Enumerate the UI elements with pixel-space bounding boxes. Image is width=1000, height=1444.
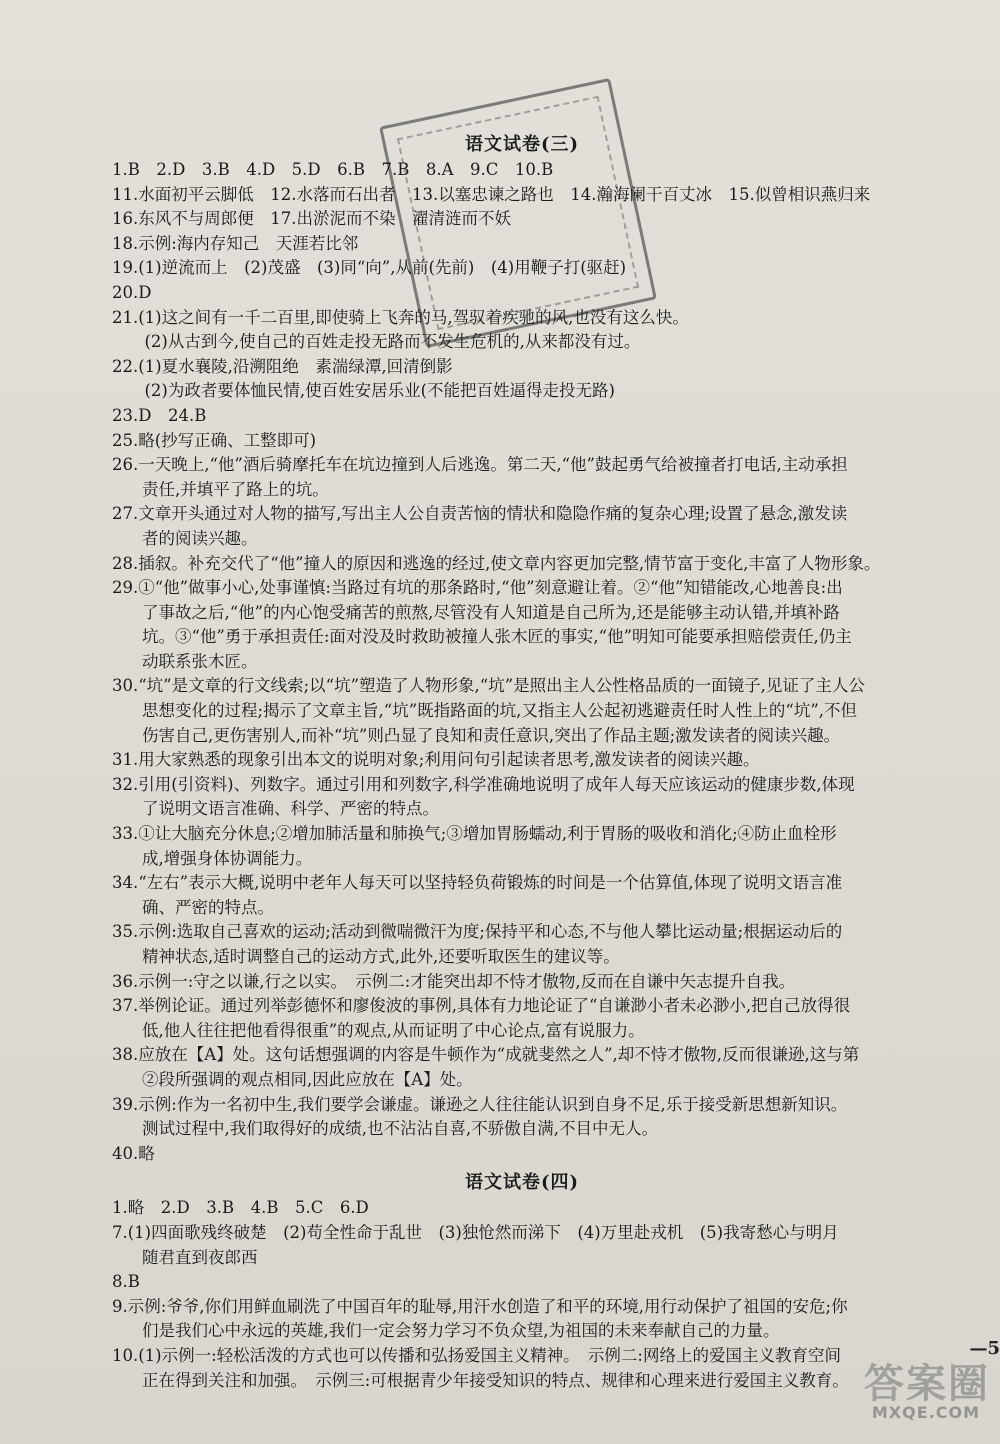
answer-line: 伤害自己,更伤害别人,而补“坑”则凸显了良知和责任意识,突出了作品主题;激发读者的阅读兴趣。 [142, 725, 841, 745]
answer-line: ②段所强调的观点相同,因此应放在【A】处。 [142, 1069, 473, 1089]
answer-line: 精神状态,适时调整自己的运动方式,此外,还要听取医生的建议等。 [142, 947, 620, 966]
answer-line: 28.插叙。补充交代了“他”撞人的原因和逃逸的经过,使文章内容更加完整,情节富于变化,丰富了人物形象。 [112, 553, 881, 573]
answer-line: 确、严密的特点。 [142, 897, 274, 917]
answer-line: (2)为政者要体恤民情,使百姓安居乐业(不能把百姓逼得走投无路) [128, 381, 615, 401]
answer-line: 动联系张木匠。 [142, 651, 258, 671]
answer-line: 们是我们心中永远的英雄,我们一定会努力学习不负众望,为祖国的未来奉献自己的力量。 [142, 1321, 780, 1341]
answer-line: 1.略 2.D 3.B 4.B 5.C 6.D [112, 1198, 369, 1218]
answer-line: 16.东风不与周郎便 17.出淤泥而不染 濯清涟而不妖 [112, 209, 511, 229]
answer-line: (2)从古到今,使自己的百姓走投无路而不发生危机的,从来都没有过。 [128, 332, 641, 352]
answer-line: 低,他人往往把他看得很重”的观点,从而证明了中心论点,富有说服力。 [142, 1020, 645, 1040]
answer-line: 10.(1)示例一:轻松活泼的方式也可以传播和弘扬爱国主义精神。 示例二:网络上的爱国主义教育空间 [112, 1345, 841, 1365]
answer-line: 36.示例一:守之以谦,行之以实。 示例二:才能突出却不恃才傲物,反而在自谦中矢志提升自我。 [112, 971, 796, 991]
answer-line: 18.示例:海内存知己 天涯若比邻 [112, 233, 359, 253]
answer-line: 思想变化的过程;揭示了文章主旨,“坑”既指路面的坑,又指主人公起初逃避责任时人性上的“坑”,不但 [142, 701, 858, 721]
answer-line: 25.略(抄写正确、工整即可) [112, 430, 317, 450]
answer-line: 11.水面初平云脚低 12.水落而石出者 13.以塞忠谏之路也 14.瀚海阑干百丈冰 15.似曾相识燕归来 [112, 184, 871, 204]
answer-content [112, 132, 932, 1393]
answer-line: 成,增强身体协调能力。 [142, 848, 313, 868]
answer-line: 37.举例论证。通过列举彭德怀和廖俊波的事例,具体有力地论证了“自谦渺小者未必渺小,把自己放得很 [112, 996, 851, 1016]
answer-line: 26.一天晚上,“他”酒后骑摩托车在坑边撞到人后逃逸。第二天,“他”鼓起勇气给被撞者打电话,主动承担 [112, 455, 848, 475]
answer-line: 责任,并填平了路上的坑。 [142, 479, 329, 499]
watermark-logo [830, 1352, 990, 1422]
answer-line: 20.D [112, 282, 152, 302]
answer-line: 随君直到夜郎西 [142, 1247, 258, 1267]
answer-line: 23.D 24.B [112, 405, 207, 425]
section-title-3: 语文试卷(三) [464, 134, 580, 155]
answer-line: 者的阅读兴趣。 [142, 528, 258, 548]
answer-line: 39.示例:作为一名初中生,我们要学会谦虚。谦逊之人往往能认识到自身不足,乐于接受新思想新知识。 [112, 1094, 848, 1114]
answer-line: 21.(1)这之间有一千二百里,即使骑上飞奔的马,驾驭着疾驰的风,也没有这么快。 [112, 307, 689, 327]
answer-line: 29.①“他”做事小心,处事谨慎:当路过有坑的那条路时,“他”刻意避让着。②“他”知错能改,心地善良:出 [112, 578, 843, 598]
answer-line: 1.B 2.D 3.B 4.D 5.D 6.B 7.B 8.A 9.C 10.B [112, 160, 554, 179]
answer-line: 22.(1)夏水襄陵,沿溯阻绝 素湍绿潭,回清倒影 [112, 356, 453, 376]
section-3-answers [112, 158, 932, 1166]
answer-line: 40.略 [112, 1143, 155, 1163]
answer-line: 7.(1)四面歌残终破楚 (2)苟全性命于乱世 (3)独怆然而涕下 (4)万里赴戎机 (5)我寄愁心与明月 [112, 1222, 839, 1242]
answer-line: 33.①让大脑充分休息;②增加肺活量和肺换气;③增加胃肠蠕动,利于胃肠的吸收和消化;④防止血栓形 [112, 824, 837, 844]
answer-line: 正在得到关注和加强。 示例三:可根据青少年接受知识的特点、规律和心理来进行爱国主义教育。 [142, 1370, 849, 1390]
answer-line: 坑。③“他”勇于承担责任:面对没及时救助被撞人张木匠的事实,“他”明知可能要承担赔偿责任,仍主 [142, 627, 852, 647]
page-number: —5 [969, 1338, 1000, 1359]
answer-line: 34.“左右”表示大概,说明中老年人每天可以坚持轻负荷锻炼的时间是一个估算值,体现了说明文语言准 [112, 873, 843, 893]
answer-line: 了事故之后,“他”的内心饱受痛苦的煎熬,尽管没有人知道是自己所为,还是能够主动认错,并填补路 [142, 602, 840, 622]
answer-line: 27.文章开头通过对人物的描写,写出主人公自责苦恼的情状和隐隐作痛的复杂心理;设置了悬念,激发读 [112, 504, 848, 524]
answer-line: 19.(1)逆流而上 (2)茂盛 (3)同“向”,从前(先前) (4)用鞭子打(驱赶) [112, 258, 627, 278]
answer-line: 8.B [112, 1272, 140, 1292]
answer-line: 了说明文语言准确、科学、严密的特点。 [142, 799, 439, 819]
answer-line: 32.引用(引资料)、列数字。通过引用和列数字,科学准确地说明了成年人每天应该运动的健康步数,体现 [112, 774, 855, 794]
answer-line: 35.示例:选取自己喜欢的运动;活动到微喘微汗为度;保持平和心态,不与他人攀比运动量;根据运动后的 [112, 922, 843, 942]
answer-line: 30.“坑”是文章的行文线索;以“坑”塑造了人物形象,“坑”是照出主人公性格品质的一面镜子,见证了主人公 [112, 676, 865, 696]
watermark-url: MXQE.COM [871, 1403, 980, 1422]
section-title-4: 语文试卷(四) [464, 1172, 580, 1194]
answer-line: 测试过程中,我们取得好的成绩,也不沾沾自喜,不骄傲自满,不目中无人。 [142, 1119, 658, 1139]
answer-line: 9.示例:爷爷,你们用鲜血刷洗了中国百年的耻辱,用汗水创造了和平的环境,用行动保护了祖国的安危;你 [112, 1296, 848, 1316]
answer-line: 38.应放在【A】处。这句话想强调的内容是牛顿作为“成就斐然之人”,却不恃才傲物,反而很谦逊,这与第 [112, 1045, 860, 1065]
watermark-logo-text: 答案圈 [864, 1361, 990, 1407]
section-4-answers [112, 1196, 932, 1393]
answer-line: 31.用大家熟悉的现象引出本文的说明对象;利用问句引起读者思考,激发读者的阅读兴趣。 [112, 750, 760, 770]
